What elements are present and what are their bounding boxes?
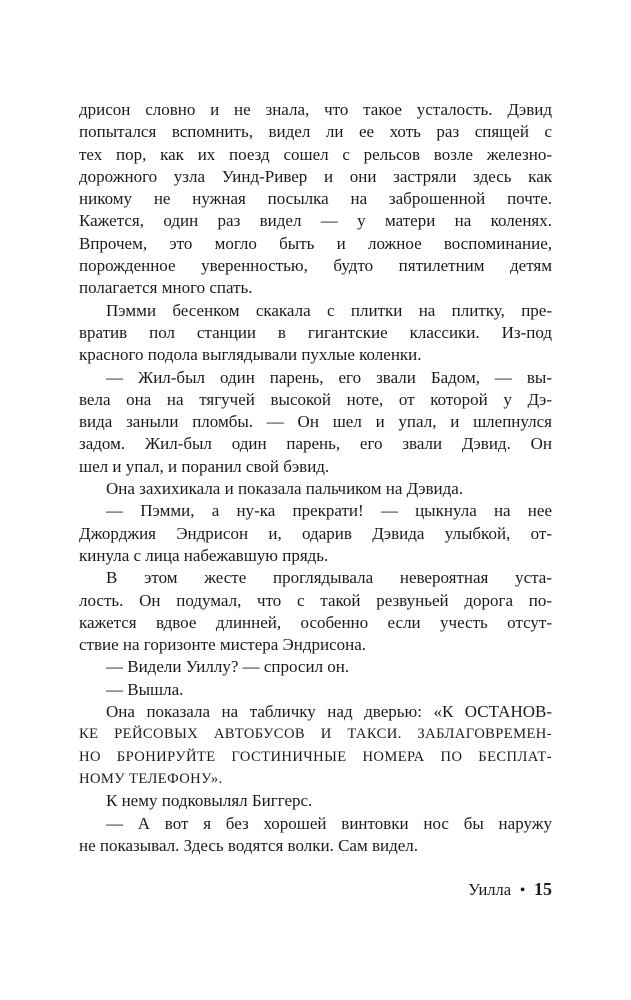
text-line: Джорджия Эндрисон и, одарив Дэвида улыбкой, от- [79,523,552,543]
text-line: кажется вдвое длинней, особенно если учесть отсут- [79,612,552,632]
text-line: К нему подковылял Биггерс. [106,791,313,811]
text-line: КЕ РЕЙСОВЫХ АВТОБУСОВ И ТАКСИ. ЗАБЛАГОВРЕМЕН- [79,726,552,743]
text-line: Она показала на табличку над дверью: «К ОСТАНОВ- [106,702,552,722]
page-footer [79,879,552,900]
paragraph [79,567,552,656]
text-line: тех пор, как их поезд сошел с рельсов возле железно- [79,144,552,164]
text-line: Впрочем, это могло быть и ложное воспоминание, [79,233,552,253]
text-line: задом. Жил-был один парень, его звали Дэвид. Он [79,434,552,454]
text-line: — Вышла. [106,679,184,699]
text-line: — Пэмми, а ну-ка прекрати! — цыкнула на нее [106,501,552,521]
text-line: кинула с лица набежавшую прядь. [79,545,329,565]
text-line: полагается много спать. [79,278,253,298]
paragraph [79,500,552,567]
text-line: вратив пол станции в гигантские классики. Из-под [79,322,552,342]
text-line: — А вот я без хорошей винтовки нос бы наружу [106,813,552,833]
text-line: шел и упал, и поранил свой бэвид. [79,456,330,476]
paragraph [79,656,552,678]
text-line: красного подола выглядывали пухлые коленки. [79,345,422,365]
text-line: вела она на тягучей высокой ноте, от которой у Дэ- [79,389,552,409]
text-line: Пэмми бесенком скакала с плитки на плитку, пре- [106,300,552,320]
text-line: никому не нужная посылка на заброшенной почте. [79,189,552,209]
running-title: Уилла [468,880,512,899]
text-line: ствие на горизонте мистера Эндрисона. [79,635,367,655]
text-line: порожденное уверенностью, будто пятилетним детям [79,256,552,276]
text-line: В этом жесте проглядывала невероятная уста- [106,568,552,588]
footer-bullet-icon: • [520,883,525,898]
text-line: не показывал. Здесь водятся волки. Сам видел. [79,835,419,855]
text-line: НО БРОНИРУЙТЕ ГОСТИНИЧНЫЕ НОМЕРА ПО БЕСПЛАТ- [79,748,552,765]
paragraph [79,367,552,478]
paragraph [79,478,552,500]
text-line: лость. Он подумал, что с такой резвуньей дорога по- [79,590,552,610]
text-line: — Видели Уиллу? — спросил он. [106,657,350,677]
text-block [79,99,552,857]
text-line: дрисон словно и не знала, что такое усталость. Дэвид [79,100,552,119]
paragraph [79,790,552,812]
paragraph [79,99,552,300]
text-line: Она захихикала и показала пальчиком на Дэвида. [106,479,464,499]
text-line: Кажется, один раз видел — у матери на коленях. [79,211,552,231]
text-line: попытался вспомнить, видел ли ее хоть раз спящей с [79,122,552,142]
paragraph [79,813,552,858]
text-line: — Жил-был один парень, его звали Бадом, — вы- [106,367,552,387]
page-number: 15 [534,879,552,899]
paragraph [79,679,552,701]
text-line: НОМУ ТЕЛЕФОНУ». [79,770,223,787]
text-line: вида заныли пломбы. — Он шел и упал, и шлепнулся [79,412,552,432]
paragraph [79,701,552,790]
paragraph [79,300,552,367]
text-line: дорожного узла Уинд-Ривер и они застряли здесь как [79,166,552,186]
